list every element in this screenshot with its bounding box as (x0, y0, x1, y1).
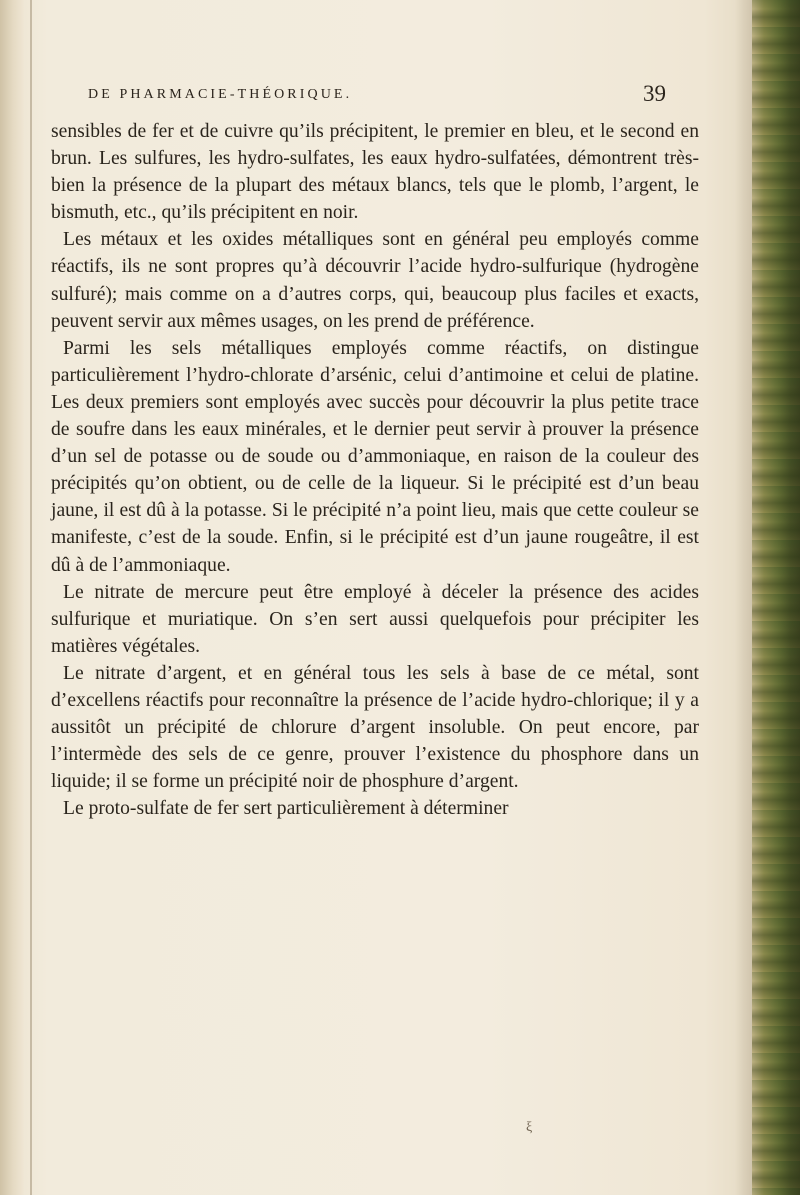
footer-mark: ξ (526, 1120, 533, 1135)
body-text (51, 118, 699, 822)
page-fold-line (30, 0, 32, 1195)
marbled-binding-edge (752, 0, 800, 1195)
paragraph-1: sensibles de fer et de cuivre qu’ils précipitent, le premier en bleu, et le second en brun. Les sulfures, les hydro-sulfates, les eaux hydro-sulfatées, démontrent très-bien la présence de la plupart des métaux blancs, tels que le plomb, l’argent, le bismuth, etc., qu’ils précipitent en noir. (51, 121, 699, 224)
paragraph-3: Parmi les sels métalliques employés comme réactifs, on distingue particulièrement l’hydro-chlorate d’arsénic, celui d’antimoine et celui de platine. Les deux premiers sont employés avec succès pour découvrir la plus petite trace de soufre dans les eaux minérales, et le dernier peut servir à prouver la présence d’un sel de potasse ou de soude ou d’ammoniaque, en raison de la couleur des précipités qu’on obtient, ou de celle de la liqueur. Si le précipité est d’un beau jaune, il est dû à la potasse. Si le précipité n’a point lieu, mais que cette couleur se manifeste, c’est de la soude. Enfin, si le précipité est d’un jaune rougeâtre, il est dû à de l’ammoniaque. (51, 337, 699, 576)
running-header (88, 81, 688, 111)
running-title: DE PHARMACIE-THÉORIQUE. (88, 87, 353, 102)
page-number: 39 (643, 81, 666, 106)
page-left-edge (0, 0, 24, 1195)
paragraph-4: Le nitrate de mercure peut être employé à déceler la présence des acides sulfurique et muriatique. On s’en sert aussi quelquefois pour précipiter les matières végétales. (51, 581, 699, 657)
paragraph-2: Les métaux et les oxides métalliques sont en général peu employés comme réactifs, ils ne sont propres qu’à découvrir l’acide hydro-sulfurique (hydrogène sulfuré); mais comme on a d’autres corps, qui, beaucoup plus faciles et exacts, peuvent servir aux mêmes usages, on les prend de préférence. (51, 229, 699, 332)
paragraph-6: Le proto-sulfate de fer sert particulièrement à déterminer (63, 798, 509, 820)
paragraph-5: Le nitrate d’argent, et en général tous les sels à base de ce métal, sont d’excellens réactifs pour reconnaître la présence de l’acide hydro-chlorique; il y a aussitôt un précipité de chlorure d’argent insoluble. On peut encore, par l’intermède des sels de ce genre, prouver l’existence du phosphore dans un liquide; il se forme un précipité noir de phosphure d’argent. (51, 662, 699, 793)
